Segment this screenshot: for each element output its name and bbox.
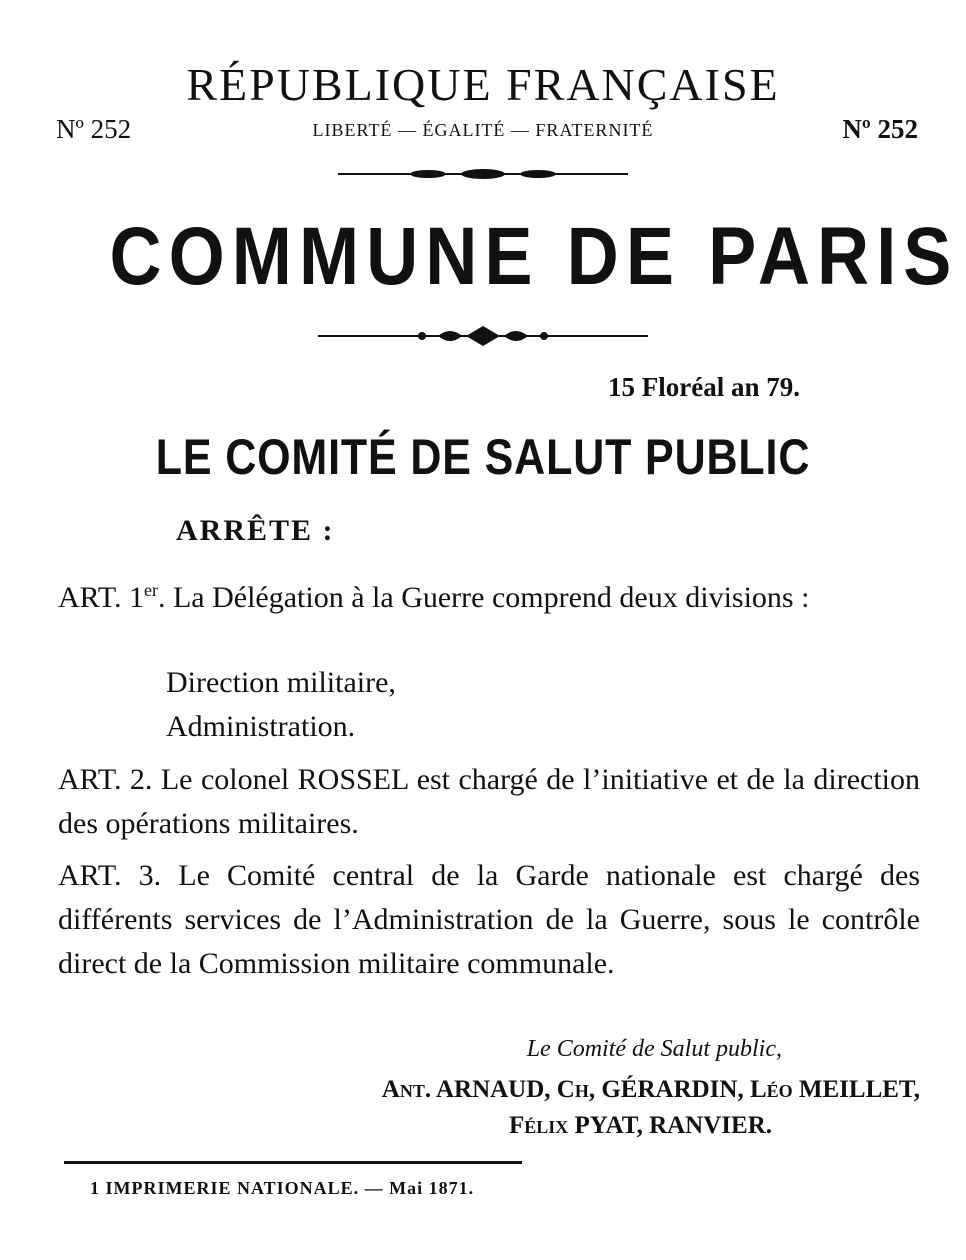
poster-number-left: Nº 252 xyxy=(56,114,132,144)
motto: LIBERTÉ — ÉGALITÉ — FRATERNITÉ xyxy=(312,120,654,140)
signature-names-line-2: Félix PYAT, RANVIER. xyxy=(508,1112,772,1139)
signature-names-line-1: Ant. ARNAUD, Ch, GÉRARDIN, Léo MEILLET, xyxy=(381,1076,920,1103)
article-1-text: . La Délégation à la Guerre comprend deux divisions : xyxy=(157,581,810,614)
printer-credit: 1 IMPRIMERIE NATIONALE. — Mai 1871. xyxy=(90,1178,475,1198)
footer-rule xyxy=(64,1161,522,1164)
article-2-label: ART. 2. xyxy=(58,763,153,796)
poster-number-right: Nº 252 xyxy=(842,114,918,144)
republic-heading: RÉPUBLIQUE FRANÇAISE xyxy=(186,59,780,110)
article-1-label: ART. 1 xyxy=(58,581,144,614)
article-1 xyxy=(58,568,920,620)
ornament-divider-top xyxy=(338,164,628,184)
signature-title: Le Comité de Salut public, xyxy=(526,1036,782,1062)
decree-heading: ARRÊTE : xyxy=(176,514,335,547)
committee-heading: LE COMITÉ DE SALUT PUBLIC xyxy=(155,429,811,485)
main-title: COMMUNE DE PARIS xyxy=(109,211,959,302)
date: 15 Floréal an 79. xyxy=(608,372,800,402)
article-3 xyxy=(58,854,920,986)
article-3-label: ART. 3. xyxy=(58,859,162,892)
article-1-superscript: er xyxy=(143,580,158,600)
article-3-text: Le Comité central de la Garde nationale est chargé des différents services de l’Administration de la Guerre, sous le contrôle direct de la Commission militaire communale. xyxy=(58,859,920,980)
article-2 xyxy=(58,758,920,846)
ornament-divider-bottom xyxy=(318,322,648,350)
division-item: Administration. xyxy=(166,710,356,743)
article-2-text: Le colonel ROSSEL est chargé de l’initiative et de la direction des opérations militaires. xyxy=(58,763,920,840)
division-item: Direction militaire, xyxy=(166,666,396,699)
